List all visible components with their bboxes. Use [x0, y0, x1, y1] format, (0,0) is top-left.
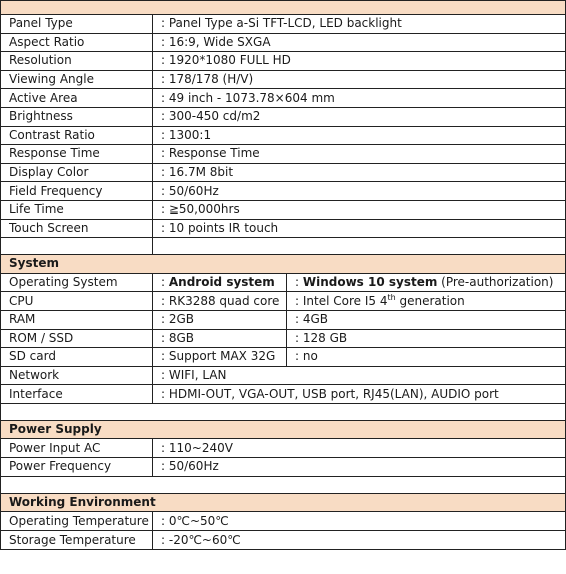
spec-label: Aspect Ratio [1, 33, 153, 52]
spec-value: : 10 points IR touch [153, 219, 566, 238]
spec-value: : Response Time [153, 145, 566, 164]
blank-row [1, 403, 566, 420]
spec-value-android: : 2GB [153, 310, 287, 329]
spec-label: Interface [1, 385, 153, 404]
spec-row-storage-temperature [1, 531, 566, 550]
spec-value-windows [287, 292, 566, 311]
spec-row-response-time [1, 145, 566, 164]
spec-row-power-frequency [1, 458, 566, 477]
spec-label: Viewing Angle [1, 70, 153, 89]
spec-row-touch-screen [1, 219, 566, 238]
blank-cell [153, 238, 566, 255]
spec-label: Touch Screen [1, 219, 153, 238]
section-title: System [1, 255, 566, 274]
section-title: Working Environment [1, 493, 566, 512]
spec-row-resolution [1, 52, 566, 71]
spec-row-network [1, 366, 566, 385]
section-title: Power Supply [1, 420, 566, 439]
spec-row-operating-system [1, 273, 566, 292]
spec-row-brightness [1, 107, 566, 126]
spec-label: Brightness [1, 107, 153, 126]
spec-value: : 49 inch - 1073.78×604 mm [153, 89, 566, 108]
spec-row-aspect-ratio [1, 33, 566, 52]
windows-note: (Pre-authorization) [437, 275, 554, 290]
spec-value: : 16.7M 8bit [153, 163, 566, 182]
blank-row [1, 238, 566, 255]
spec-value: : 1300:1 [153, 126, 566, 145]
spec-row-display-color [1, 163, 566, 182]
spec-label: Contrast Ratio [1, 126, 153, 145]
spec-row-life-time [1, 200, 566, 219]
blank-cell [1, 238, 153, 255]
spec-row-rom-ssd [1, 329, 566, 348]
spec-row-interface [1, 385, 566, 404]
spec-label: ROM / SSD [1, 329, 153, 348]
section-header-working-environment [1, 493, 566, 512]
spec-label: Field Frequency [1, 182, 153, 201]
spec-value: : 50/60Hz [153, 182, 566, 201]
spec-label: Operating Temperature [1, 512, 153, 531]
spec-row-field-frequency [1, 182, 566, 201]
spec-row-contrast-ratio [1, 126, 566, 145]
blank-row [1, 476, 566, 493]
spec-row-power-input [1, 439, 566, 458]
spec-value-android: : RK3288 quad core [153, 292, 287, 311]
section-header-system [1, 255, 566, 274]
blank-cell [1, 403, 566, 420]
section-header-power-supply [1, 420, 566, 439]
spec-label: Life Time [1, 200, 153, 219]
spec-label: Panel Type [1, 15, 153, 34]
android-system-label: Android system [168, 275, 275, 290]
spec-label: Power Frequency [1, 458, 153, 477]
spec-value-windows: : 128 GB [287, 329, 566, 348]
spec-label: Resolution [1, 52, 153, 71]
spec-row-active-area [1, 89, 566, 108]
windows-system-label: Windows 10 system [302, 275, 438, 290]
top-header-cell [1, 1, 566, 15]
spec-row-viewing-angle [1, 70, 566, 89]
spec-value: : 50/60Hz [153, 458, 566, 477]
spec-value: : -20℃~60℃ [153, 531, 566, 550]
spec-value-android [153, 273, 287, 292]
spec-label: Operating System [1, 273, 153, 292]
spec-row-panel-type [1, 15, 566, 34]
spec-value: : HDMI-OUT, VGA-OUT, USB port, RJ45(LAN), AUDIO port [153, 385, 566, 404]
value-prefix: : [161, 275, 169, 290]
spec-value: : Panel Type a-Si TFT-LCD, LED backlight [153, 15, 566, 34]
top-header-band [1, 1, 566, 15]
spec-label: Power Input AC [1, 439, 153, 458]
spec-value: : 300-450 cd/m2 [153, 107, 566, 126]
blank-cell [1, 476, 566, 493]
spec-value-android: : 8GB [153, 329, 287, 348]
spec-row-operating-temperature [1, 512, 566, 531]
spec-value-android: : Support MAX 32G [153, 348, 287, 367]
spec-value-windows [287, 273, 566, 292]
cpu-main: : Intel Core I5 4 [295, 293, 388, 308]
spec-value: : 178/178 (H/V) [153, 70, 566, 89]
spec-row-sd-card [1, 348, 566, 367]
value-prefix: : [295, 275, 303, 290]
spec-label: Response Time [1, 145, 153, 164]
cpu-superscript: th [387, 292, 396, 302]
spec-value-windows: : 4GB [287, 310, 566, 329]
spec-label: CPU [1, 292, 153, 311]
spec-label: SD card [1, 348, 153, 367]
cpu-end: generation [395, 293, 465, 308]
spec-row-ram [1, 310, 566, 329]
spec-row-cpu [1, 292, 566, 311]
spec-value: : 0℃~50℃ [153, 512, 566, 531]
spec-label: Active Area [1, 89, 153, 108]
spec-value: : 110~240V [153, 439, 566, 458]
spec-value: : ≧50,000hrs [153, 200, 566, 219]
spec-value-windows: : no [287, 348, 566, 367]
spec-label: Network [1, 366, 153, 385]
spec-value: : 16:9, Wide SXGA [153, 33, 566, 52]
spec-value: : 1920*1080 FULL HD [153, 52, 566, 71]
spec-label: Display Color [1, 163, 153, 182]
spec-value: : WIFI, LAN [153, 366, 566, 385]
spec-label: Storage Temperature [1, 531, 153, 550]
spec-label: RAM [1, 310, 153, 329]
